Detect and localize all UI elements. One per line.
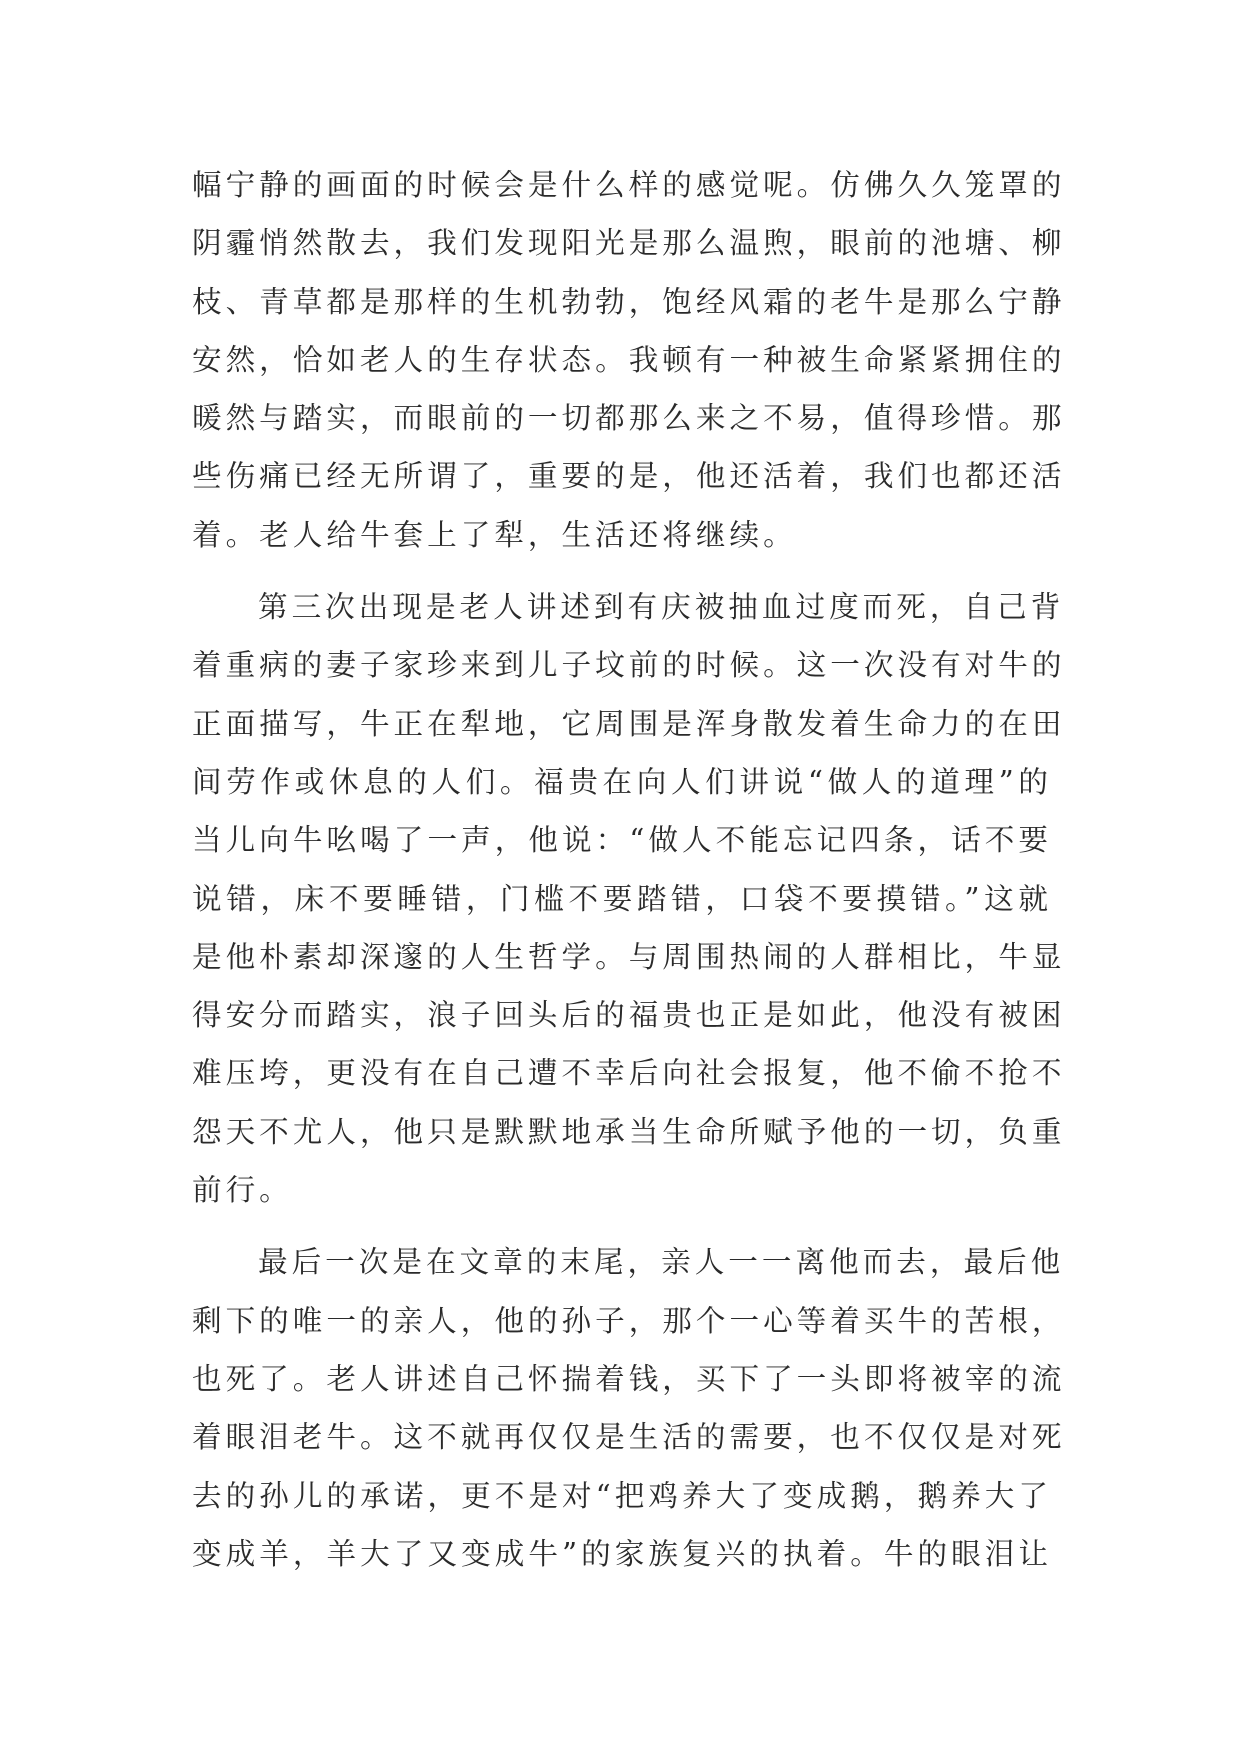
- paragraph-1: [192, 156, 1066, 564]
- text-line: 也死了。老人讲述自己怀揣着钱，买下了一头即将被宰的流: [192, 1361, 1066, 1396]
- text-line: 安然，恰如老人的生存状态。我顿有一种被生命紧紧拥住的: [192, 342, 1066, 377]
- text-line: 间劳作或休息的人们。福贵在向人们讲说“做人的道理”的: [192, 764, 1052, 799]
- text-line: 第三次出现是老人讲述到有庆被抽血过度而死，自己背: [258, 590, 1065, 625]
- text-line: 些伤痛已经无所谓了，重要的是，他还活着，我们也都还活: [192, 459, 1066, 494]
- text-line: 着。老人给牛套上了犁，生活还将继续。: [192, 517, 797, 552]
- text-line: 说错，床不要睡错，门槛不要踏错，口袋不要摸错。”这就: [192, 881, 1052, 916]
- text-line: 暖然与踏实，而眼前的一切都那么来之不易，值得珍惜。那: [192, 401, 1066, 436]
- text-line: 去的孙儿的承诺，更不是对“把鸡养大了变成鹅，鹅养大了: [192, 1478, 1052, 1513]
- text-line: 着重病的妻子家珍来到儿子坟前的时候。这一次没有对牛的: [192, 648, 1066, 683]
- text-line: 幅宁静的画面的时候会是什么样的感觉呢。仿佛久久笼罩的: [192, 168, 1066, 202]
- text-line: 正面描写，牛正在犁地，它周围是浑身散发着生命力的在田: [192, 706, 1066, 741]
- text-line: 怨天不尤人，他只是默默地承当生命所赋予他的一切，负重: [192, 1114, 1066, 1149]
- paragraph-2: [192, 578, 1066, 1219]
- text-line: 枝、青草都是那样的生机勃勃，饱经风霜的老牛是那么宁静: [192, 284, 1066, 319]
- text-line: 是他朴素却深邃的人生哲学。与周围热闹的人群相比，牛显: [192, 939, 1066, 974]
- text-line: 阴霾悄然散去，我们发现阳光是那么温煦，眼前的池塘、柳: [192, 226, 1066, 261]
- text-line: 得安分而踏实，浪子回头后的福贵也正是如此，他没有被困: [192, 998, 1066, 1033]
- text-line: 剩下的唯一的亲人，他的孙子，那个一心等着买牛的苦根，: [192, 1303, 1066, 1338]
- text-line: 着眼泪老牛。这不就再仅仅是生活的需要，也不仅仅是对死: [192, 1420, 1066, 1455]
- text-line: 前行。: [192, 1173, 293, 1208]
- paragraph-spacer: [192, 564, 1052, 578]
- text-line: 变成羊，羊大了又变成牛”的家族复兴的执着。牛的眼泪让: [192, 1536, 1052, 1571]
- paragraph-spacer: [192, 1219, 1052, 1233]
- text-line: 难压垮，更没有在自己遭不幸后向社会报复，他不偷不抢不: [192, 1056, 1066, 1091]
- paragraph-3: [192, 1233, 1066, 1583]
- text-line: 最后一次是在文章的末尾，亲人一一离他而去，最后他: [258, 1245, 1065, 1280]
- text-line: 当儿向牛吆喝了一声，他说：“做人不能忘记四条，话不要: [192, 823, 1052, 858]
- body-text: [192, 156, 1066, 1583]
